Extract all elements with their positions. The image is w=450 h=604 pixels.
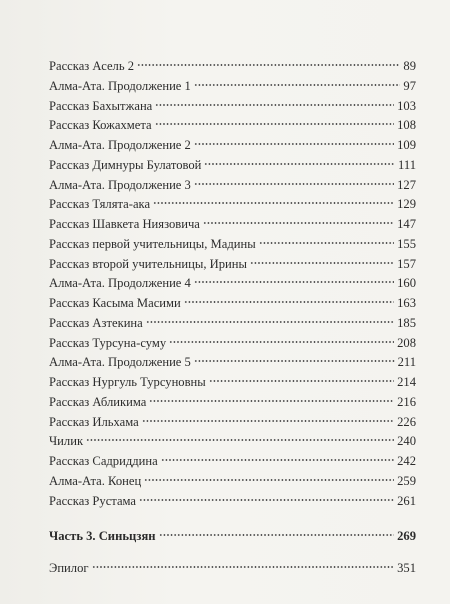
toc-entry-title: Рассказ Абликима (49, 394, 147, 409)
toc-entry-title: Алма-Ата. Продолжение 4 (49, 276, 191, 291)
toc-entry (49, 156, 416, 176)
toc-entry-title: Рассказ Турсуна-суму (49, 335, 167, 350)
toc-epilog-title: Эпилог (49, 561, 89, 575)
dot-leader (159, 533, 395, 537)
toc-entry-title: Алма-Ата. Продолжение 5 (49, 355, 191, 370)
toc-entry (49, 116, 416, 136)
dot-leader (146, 320, 394, 324)
dot-leader (209, 379, 394, 383)
toc-entry-page: 129 (397, 197, 416, 212)
toc-entry (49, 215, 416, 235)
toc-entry (49, 274, 416, 294)
toc-entry-page: 226 (397, 414, 416, 429)
toc-entry-title: Алма-Ата. Конец (49, 473, 142, 488)
dot-leader (194, 142, 394, 146)
toc-entry (49, 373, 416, 393)
toc-entry (49, 472, 416, 492)
toc-epilog (49, 559, 416, 579)
toc-entry-page: 109 (397, 138, 416, 152)
toc-section-title: Часть 3. Синьцзян (49, 529, 156, 544)
toc-epilog-page: 351 (397, 561, 416, 575)
toc-entry-title: Алма-Ата. Продолжение 2 (49, 138, 191, 152)
toc-section-page: 269 (397, 529, 416, 544)
toc-entry (49, 176, 416, 196)
toc-entry-page: 261 (397, 493, 416, 508)
dot-leader (149, 399, 394, 403)
toc-entry-page: 127 (397, 177, 416, 192)
toc-entry (49, 314, 416, 334)
toc-entry-title: Рассказ Садриддина (49, 454, 158, 468)
toc-entry (49, 97, 416, 117)
dot-leader (194, 280, 394, 284)
toc-entry-title: Рассказ Рустама (49, 493, 137, 508)
dot-leader (250, 261, 394, 265)
toc-entry-page: 240 (397, 434, 416, 449)
toc-entry-page: 103 (397, 98, 416, 113)
toc-entry (49, 195, 416, 215)
dot-leader (92, 565, 395, 569)
toc-entry-page: 147 (397, 217, 416, 231)
toc-entry (49, 334, 416, 354)
toc-entry-page: 208 (397, 335, 416, 350)
dot-leader (259, 241, 394, 245)
toc-entry-page: 89 (403, 59, 416, 73)
toc-entry-title: Рассказ Бахытжана (49, 98, 153, 113)
dot-leader (153, 201, 394, 205)
toc-entry-page: 157 (397, 256, 416, 271)
toc-entry (49, 77, 416, 97)
toc-entry (49, 294, 416, 314)
toc-entry-page: 214 (397, 375, 416, 389)
toc-entry (49, 413, 416, 433)
dot-leader (155, 122, 395, 126)
toc-entry-page: 108 (397, 118, 416, 133)
toc-entry-title: Рассказ Нургуль Турсуновны (49, 375, 206, 389)
toc-entry (49, 136, 416, 156)
toc-entry-page: 111 (398, 157, 416, 172)
toc-entry-title: Рассказ Асель 2 (49, 59, 135, 73)
toc-entry (49, 432, 416, 452)
toc-entry-page: 155 (397, 236, 416, 251)
toc-entry-page: 160 (397, 276, 416, 291)
toc-entry (49, 393, 416, 413)
toc-entry-title: Рассказ Азтекина (49, 315, 143, 330)
toc-entry (49, 57, 416, 77)
toc-entry-title: Чилик (49, 434, 84, 449)
dot-leader (144, 478, 394, 482)
toc-entry-title: Алма-Ата. Продолжение 1 (49, 78, 191, 93)
toc-entry-title: Рассказ Ильхама (49, 414, 139, 429)
dot-leader (184, 300, 394, 304)
dot-leader (169, 340, 394, 344)
toc-entry-page: 185 (397, 315, 416, 330)
toc-entry (49, 255, 416, 275)
dot-leader (139, 498, 394, 502)
toc-entry (49, 452, 416, 472)
toc-entry-page: 97 (403, 78, 416, 93)
toc-entry-title: Рассказ Шавкета Ниязовича (49, 217, 200, 231)
toc-entry-title: Рассказ второй учительницы, Ирины (49, 256, 247, 271)
toc-entry-title: Рассказ Тялята-ака (49, 197, 151, 212)
toc-entry-title: Рассказ первой учительницы, Мадины (49, 236, 256, 251)
dot-leader (203, 221, 394, 225)
toc-entry-page: 211 (397, 355, 416, 370)
toc-entry-title: Рассказ Касыма Масими (49, 296, 181, 310)
dot-leader (161, 458, 394, 462)
dot-leader (155, 103, 394, 107)
toc-entry-title: Рассказ Кожахмета (49, 118, 152, 133)
dot-leader (194, 359, 395, 363)
dot-leader (86, 438, 394, 442)
toc-entry-page: 259 (397, 473, 416, 488)
toc-entry-page: 163 (397, 296, 416, 310)
dot-leader (142, 419, 394, 423)
toc-section-heading (49, 527, 416, 547)
dot-leader (194, 182, 394, 186)
table-of-contents (49, 57, 416, 579)
dot-leader (137, 63, 400, 67)
toc-entry (49, 235, 416, 255)
toc-entry (49, 492, 416, 512)
toc-entry (49, 353, 416, 373)
toc-entry-page: 216 (397, 394, 416, 409)
toc-entry-title: Алма-Ата. Продолжение 3 (49, 177, 191, 192)
toc-entry-page: 242 (397, 454, 416, 468)
dot-leader (204, 162, 395, 166)
dot-leader (194, 83, 401, 87)
toc-entry-title: Рассказ Димнуры Булатовой (49, 157, 202, 172)
